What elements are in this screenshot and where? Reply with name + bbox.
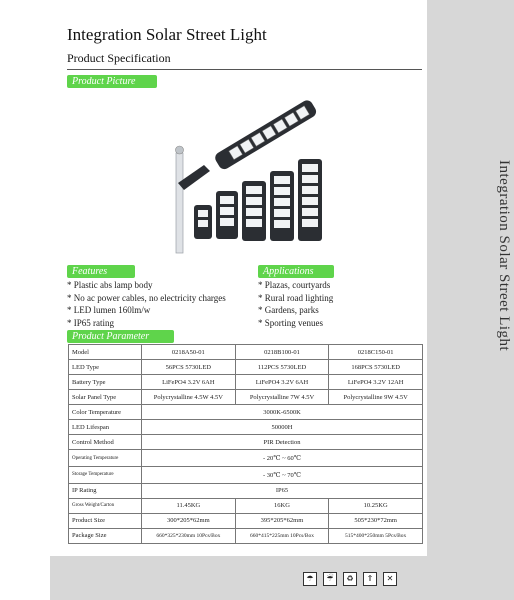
list-item: * Plastic abs lamp body bbox=[67, 279, 226, 292]
section-tag-features: Features bbox=[67, 265, 135, 278]
row-label: Model bbox=[69, 345, 142, 360]
table-row bbox=[69, 390, 423, 405]
list-item: * Plazas, courtyards bbox=[258, 279, 333, 292]
table-row bbox=[69, 405, 423, 420]
no-trash-icon: ✕ bbox=[383, 572, 397, 586]
list-item: * Rural road lighting bbox=[258, 292, 333, 305]
keep-dry-icon: ☔ bbox=[323, 572, 337, 586]
footer-icons bbox=[303, 572, 397, 586]
row-label: Package Size bbox=[69, 528, 142, 543]
table-row bbox=[69, 528, 423, 543]
spec-table bbox=[68, 344, 423, 544]
table-cell: 50000H bbox=[142, 420, 423, 435]
list-item: * Gardens, parks bbox=[258, 304, 333, 317]
table-cell: Polycrystalline 4.5W 4.5V bbox=[142, 390, 236, 405]
list-item: * Sporting venues bbox=[258, 317, 333, 330]
row-label: Solar Panel Type bbox=[69, 390, 142, 405]
row-label: Storage Temperature bbox=[69, 467, 142, 484]
title-divider bbox=[67, 69, 422, 70]
section-tag-parameter: Product Parameter bbox=[67, 330, 174, 343]
list-item: * LED lumen 160lm/w bbox=[67, 304, 226, 317]
table-row bbox=[69, 467, 423, 484]
table-row bbox=[69, 450, 423, 467]
section-tag-picture: Product Picture bbox=[67, 75, 157, 88]
table-cell: Polycrystalline 7W 4.5V bbox=[235, 390, 329, 405]
row-label: Color Temperature bbox=[69, 405, 142, 420]
table-cell: LiFePO4 3.2V 6AH bbox=[142, 375, 236, 390]
table-row bbox=[69, 513, 423, 528]
side-title: Integration Solar Street Light bbox=[496, 160, 512, 352]
section-tag-applications: Applications bbox=[258, 265, 334, 278]
row-label: Gross Weight/Carton bbox=[69, 498, 142, 513]
table-cell: 300*205*62mm bbox=[142, 513, 236, 528]
table-cell: 168PCS 5730LED bbox=[329, 360, 423, 375]
table-cell: 660*325*230mm 10Pcs/Box bbox=[142, 528, 236, 543]
table-cell: LiFePO4 3.2V 12AH bbox=[329, 375, 423, 390]
table-cell: 3000K-6500K bbox=[142, 405, 423, 420]
table-row bbox=[69, 483, 423, 498]
table-cell: 515*400*250mm 5Pcs/Box bbox=[329, 528, 423, 543]
table-cell: 56PCS 5730LED bbox=[142, 360, 236, 375]
table-cell: 112PCS 5730LED bbox=[235, 360, 329, 375]
features-list bbox=[67, 279, 226, 329]
table-cell: - 20℃ ~ 60℃ bbox=[142, 450, 423, 467]
row-label: Battery Type bbox=[69, 375, 142, 390]
table-cell: IP65 bbox=[142, 483, 423, 498]
table-cell: 11.45KG bbox=[142, 498, 236, 513]
row-label: Product Size bbox=[69, 513, 142, 528]
table-cell: LiFePO4 3.2V 6AH bbox=[235, 375, 329, 390]
table-cell: 0218C150-01 bbox=[329, 345, 423, 360]
footer-band bbox=[50, 556, 514, 600]
table-cell: 0218B100-01 bbox=[235, 345, 329, 360]
table-row bbox=[69, 360, 423, 375]
product-picture bbox=[170, 95, 340, 255]
table-row bbox=[69, 498, 423, 513]
row-label: IP Rating bbox=[69, 483, 142, 498]
table-cell: 660*415*225mm 10Pcs/Box bbox=[235, 528, 329, 543]
table-cell: Polycrystalline 9W 4.5V bbox=[329, 390, 423, 405]
table-cell: - 30℃ ~ 70℃ bbox=[142, 467, 423, 484]
table-row bbox=[69, 345, 423, 360]
this-way-up-icon: ⇑ bbox=[363, 572, 377, 586]
table-row bbox=[69, 420, 423, 435]
table-row bbox=[69, 435, 423, 450]
table-cell: 0218A50-01 bbox=[142, 345, 236, 360]
table-cell: 16KG bbox=[235, 498, 329, 513]
table-cell: 505*230*72mm bbox=[329, 513, 423, 528]
list-item: * No ac power cables, no electricity charges bbox=[67, 292, 226, 305]
row-label: Control Method bbox=[69, 435, 142, 450]
row-label: LED Type bbox=[69, 360, 142, 375]
table-cell: PIR Detection bbox=[142, 435, 423, 450]
fragile-icon: ☂ bbox=[303, 572, 317, 586]
recycle-icon: ♻ bbox=[343, 572, 357, 586]
page-title: Integration Solar Street Light bbox=[67, 25, 267, 44]
table-cell: 10.25KG bbox=[329, 498, 423, 513]
table-cell: 395*205*62mm bbox=[235, 513, 329, 528]
row-label: LED Lifespan bbox=[69, 420, 142, 435]
row-label: Operating Temperature bbox=[69, 450, 142, 467]
table-row bbox=[69, 375, 423, 390]
list-item: * IP65 rating bbox=[67, 317, 226, 330]
page-subtitle: Product Specification bbox=[67, 51, 171, 65]
applications-list bbox=[258, 279, 333, 329]
